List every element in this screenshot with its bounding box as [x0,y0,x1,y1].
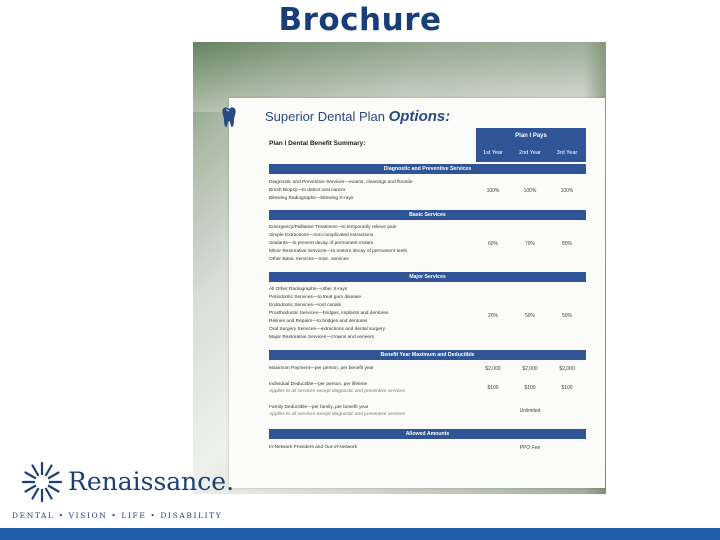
pct-value: 100% [523,188,537,194]
row-item: Emergency/Palliative Treatment—to temporarily relieve pain [269,225,397,230]
row-item: Diagnostic and Preventive Services—exams, cleanings and fluoride [269,180,413,185]
pct-value: 20% [487,313,498,319]
pct-value: 100% [486,188,500,194]
document-title-main: Superior Dental Plan [265,109,389,124]
year-2-header: 2nd Year [519,150,541,156]
row-item: Sealants—to prevent decay of permanent molars [269,241,374,246]
row-item: Relines and Repairs—to bridges and dentures [269,319,368,324]
pct-value: 50% [524,313,535,319]
row-item: Family Deductible—per family, per benefit year [269,405,369,410]
row-item: Endodontic Services—root canals [269,303,341,308]
section-band-allowed: Allowed Amounts [269,429,586,439]
row-item: Simple Extractions—non-complicated extractions [269,233,374,238]
max-value: $2,000 [559,366,575,372]
pct-value: 70% [524,241,535,247]
row-item: Prosthodontic Services—bridges, implants and dentures [269,311,389,316]
tooth-logo-icon [221,106,237,128]
year-1-header: 1st Year [483,150,503,156]
row-item: Bitewing Radiographs—bitewing X-rays [269,196,354,201]
pct-value: 50% [561,313,572,319]
document-title-emph: Options: [388,108,451,125]
brand-tagline: DENTAL • VISION • LIFE • DISABILITY [12,511,223,520]
max-value: $2,000 [485,366,501,372]
row-item: Minor Restorative Services—to restore decay of permanent teeth [269,249,408,254]
deductible-value: $100 [561,385,573,391]
row-item: In-Network Providers and Out-of-Network [269,445,357,450]
section-band-diagnostic: Diagnostic and Preventive Services [269,164,586,174]
row-item: Individual Deductible—per person, per lifetime [269,382,368,387]
row-note: Applies to all services except diagnostic and preventive services [269,412,406,417]
brochure-photo [193,42,606,494]
row-item: All Other Radiographs—other X-rays [269,287,348,292]
section-band-basic: Basic Services [269,210,586,220]
pct-value: 80% [561,241,572,247]
renaissance-sunburst-icon [20,460,64,504]
deductible-value: $100 [487,385,499,391]
document-subtitle: Plan I Dental Benefit Summary: [269,140,366,147]
section-band-major: Major Services [269,272,586,282]
max-value: $2,000 [522,366,538,372]
year-3-header: 3rd Year [556,150,578,156]
document-title [265,108,450,125]
bottom-accent-bar [0,528,720,540]
row-item: Brush Biopsy—to detect oral cancer [269,188,346,193]
brand-name: Renaissance. [68,467,235,496]
row-item: Other Basic Services—misc. services [269,257,349,262]
row-item: Periodontic Services—to treat gum disease [269,295,361,300]
family-deductible-value: Unlimited [519,408,541,414]
section-band-maximum: Benefit Year Maximum and Deductible [269,350,586,360]
plan-header-label: Plan I Pays [515,133,547,139]
row-item: Oral Surgery Services—extractions and dental surgery [269,327,385,332]
pct-value: 100% [560,188,574,194]
slide-title: Brochure [278,2,442,38]
row-item: Major Restorative Services—crowns and veneers [269,335,375,340]
row-note: Applies to all services except diagnostic and preventive services [269,389,406,394]
row-item: Maximum Payment—per person, per benefit year [269,366,374,371]
deductible-value: $100 [524,385,536,391]
allowed-value: PPO Fee [519,445,541,451]
pct-value: 60% [487,241,498,247]
